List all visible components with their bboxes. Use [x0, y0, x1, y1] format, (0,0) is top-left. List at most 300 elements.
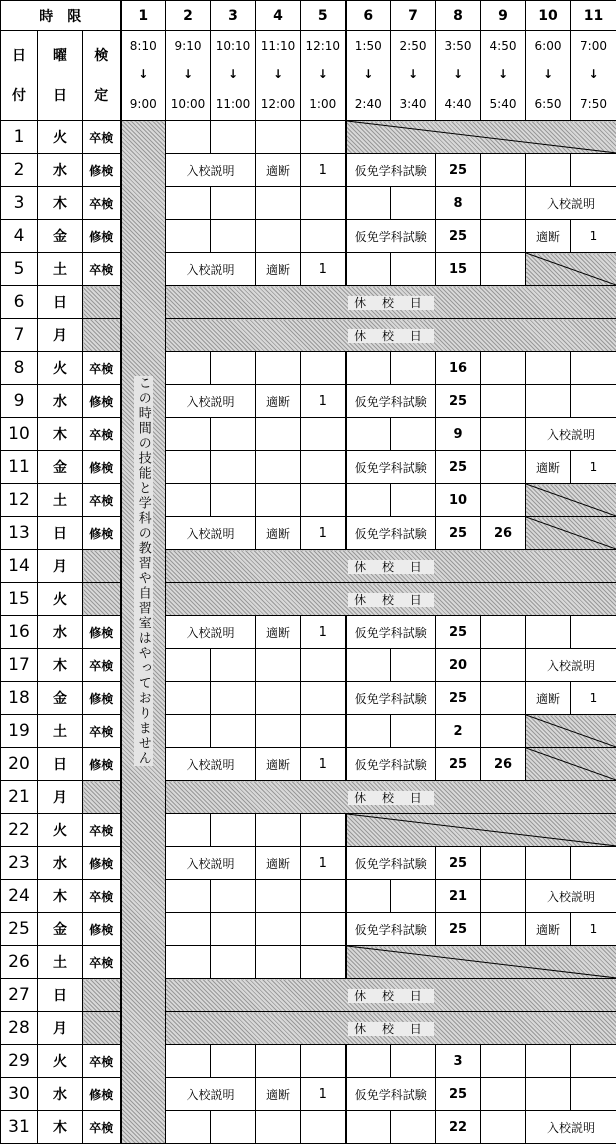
aptitude-cell: 適断: [256, 748, 301, 781]
weekday: 日: [38, 286, 83, 319]
day-number: 11: [1, 451, 38, 484]
empty-cell: [346, 484, 391, 517]
exam-type: 卒検: [83, 946, 121, 979]
count-cell: 1: [301, 154, 346, 187]
empty-cell: [256, 187, 301, 220]
exam-cell: 仮免学科試験: [346, 748, 436, 781]
empty-cell: [166, 814, 211, 847]
period-number: 7: [391, 1, 436, 31]
empty-cell: [256, 451, 301, 484]
count-cell: 20: [436, 649, 481, 682]
exam-cell: 仮免学科試験: [346, 154, 436, 187]
weekday: 水: [38, 1078, 83, 1111]
empty-cell: [301, 880, 346, 913]
period-time: [436, 31, 481, 121]
empty-cell: [571, 154, 616, 187]
exam-cell: 仮免学科試験: [346, 517, 436, 550]
blocked-cell: [346, 814, 616, 847]
count-cell: 15: [436, 253, 481, 286]
blocked-cell: [346, 121, 616, 154]
count-cell: [481, 682, 526, 715]
exam-type: [83, 319, 121, 352]
holiday-label: 休 校 日: [348, 593, 434, 607]
blocked-cell: [526, 484, 616, 517]
weekday: 月: [38, 550, 83, 583]
day-row: [1, 187, 616, 220]
day-row: [1, 583, 616, 616]
count-cell: 1: [571, 913, 616, 946]
weekday-header: [38, 31, 83, 121]
count-cell: 1: [301, 1078, 346, 1111]
weekday: 木: [38, 1111, 83, 1144]
day-row: [1, 352, 616, 385]
aptitude-cell: 適断: [256, 385, 301, 418]
empty-cell: [211, 1045, 256, 1078]
holiday-cell: [166, 550, 616, 583]
aptitude-cell: 適断: [526, 451, 571, 484]
count-cell: 25: [436, 154, 481, 187]
exam-type: 卒検: [83, 484, 121, 517]
empty-cell: [166, 913, 211, 946]
weekday: 水: [38, 154, 83, 187]
lecture-cell: 入校説明: [166, 385, 256, 418]
start-time: 4:50: [481, 33, 525, 59]
empty-cell: [256, 682, 301, 715]
exam-type: 修検: [83, 1078, 121, 1111]
diagonal-line: [347, 814, 616, 846]
empty-cell: [256, 352, 301, 385]
day-number: 3: [1, 187, 38, 220]
arrow-icon: ↓: [347, 59, 391, 89]
period-number: 10: [526, 1, 571, 31]
day-number: 31: [1, 1111, 38, 1144]
exam-cell: 仮免学科試験: [346, 451, 436, 484]
lecture-cell: 入校説明: [166, 253, 256, 286]
empty-cell: [301, 913, 346, 946]
exam-type: 修検: [83, 913, 121, 946]
empty-cell: [211, 946, 256, 979]
empty-cell: [346, 187, 391, 220]
weekday-header-line1: 曜: [53, 48, 67, 64]
start-time: 2:50: [391, 33, 435, 59]
lecture-cell: 入校説明: [526, 880, 616, 913]
exam-type: [83, 583, 121, 616]
end-time: 3:40: [391, 89, 435, 119]
day-number: 16: [1, 616, 38, 649]
empty-cell: [256, 880, 301, 913]
aptitude-cell: 適断: [256, 1078, 301, 1111]
count-cell: 22: [436, 1111, 481, 1144]
diagonal-line: [526, 517, 616, 549]
day-number: 28: [1, 1012, 38, 1045]
holiday-cell: [166, 319, 616, 352]
day-row: [1, 121, 616, 154]
day-row: [1, 616, 616, 649]
count-cell: [481, 418, 526, 451]
day-number: 25: [1, 913, 38, 946]
empty-cell: [301, 715, 346, 748]
date-header-line2: 付: [12, 88, 26, 104]
exam-type: 卒検: [83, 1111, 121, 1144]
exam-cell: 仮免学科試験: [346, 385, 436, 418]
count-cell: 1: [301, 847, 346, 880]
empty-cell: [211, 484, 256, 517]
count-cell: 25: [436, 682, 481, 715]
weekday: 月: [38, 781, 83, 814]
weekday: 土: [38, 484, 83, 517]
empty-cell: [391, 187, 436, 220]
count-cell: 1: [571, 451, 616, 484]
day-number: 18: [1, 682, 38, 715]
day-number: 17: [1, 649, 38, 682]
weekday: 火: [38, 814, 83, 847]
empty-cell: [256, 715, 301, 748]
arrow-icon: ↓: [571, 59, 616, 89]
weekday: 土: [38, 946, 83, 979]
weekday: 金: [38, 682, 83, 715]
empty-cell: [346, 418, 391, 451]
exam-type: 卒検: [83, 814, 121, 847]
arrow-icon: ↓: [481, 59, 525, 89]
day-row: [1, 814, 616, 847]
day-row: [1, 517, 616, 550]
weekday: 土: [38, 715, 83, 748]
count-cell: 26: [481, 517, 526, 550]
weekday: 金: [38, 451, 83, 484]
blocked-cell: [526, 715, 616, 748]
holiday-cell: [166, 781, 616, 814]
day-number: 20: [1, 748, 38, 781]
period-time: [166, 31, 211, 121]
holiday-cell: [166, 979, 616, 1012]
weekday: 水: [38, 385, 83, 418]
weekday: 火: [38, 583, 83, 616]
empty-cell: [391, 418, 436, 451]
exam-type: 卒検: [83, 121, 121, 154]
day-row: [1, 1111, 616, 1144]
day-number: 7: [1, 319, 38, 352]
empty-cell: [301, 682, 346, 715]
blocked-cell: [526, 748, 616, 781]
day-number: 15: [1, 583, 38, 616]
period-header: 時 限: [1, 1, 121, 31]
empty-cell: [526, 1045, 571, 1078]
empty-cell: [301, 1045, 346, 1078]
date-header: [1, 31, 38, 121]
exam-header-line1: 検: [94, 48, 108, 64]
exam-type: 卒検: [83, 418, 121, 451]
period-time: [256, 31, 301, 121]
exam-type: 修検: [83, 385, 121, 418]
empty-cell: [211, 880, 256, 913]
weekday: 木: [38, 418, 83, 451]
start-time: 6:00: [526, 33, 570, 59]
exam-type: 卒検: [83, 1045, 121, 1078]
empty-cell: [526, 352, 571, 385]
count-cell: 1: [301, 616, 346, 649]
period-number: 11: [571, 1, 616, 31]
empty-cell: [301, 1111, 346, 1144]
empty-cell: [301, 451, 346, 484]
period-number: 2: [166, 1, 211, 31]
arrow-icon: ↓: [211, 59, 255, 89]
exam-type: 卒検: [83, 880, 121, 913]
count-cell: [481, 1078, 526, 1111]
day-number: 27: [1, 979, 38, 1012]
count-cell: 1: [301, 748, 346, 781]
weekday: 土: [38, 253, 83, 286]
weekday: 日: [38, 517, 83, 550]
day-row: [1, 946, 616, 979]
empty-cell: [346, 649, 391, 682]
day-number: 24: [1, 880, 38, 913]
exam-cell: 仮免学科試験: [346, 616, 436, 649]
day-row: [1, 253, 616, 286]
empty-cell: [346, 253, 391, 286]
count-cell: [481, 616, 526, 649]
end-time: 1:00: [301, 89, 345, 119]
day-row: [1, 649, 616, 682]
count-cell: 10: [436, 484, 481, 517]
exam-cell: 仮免学科試験: [346, 913, 436, 946]
day-number: 19: [1, 715, 38, 748]
day-row: [1, 715, 616, 748]
lecture-cell: 入校説明: [166, 154, 256, 187]
day-row: [1, 880, 616, 913]
end-time: 9:00: [122, 89, 166, 119]
exam-type: [83, 979, 121, 1012]
empty-cell: [346, 352, 391, 385]
count-cell: 1: [301, 253, 346, 286]
date-header-line1: 日: [12, 48, 26, 64]
count-cell: [481, 1045, 526, 1078]
day-row: [1, 748, 616, 781]
count-cell: [481, 253, 526, 286]
empty-cell: [391, 484, 436, 517]
empty-cell: [256, 484, 301, 517]
exam-type: 修検: [83, 220, 121, 253]
start-time: 3:50: [436, 33, 480, 59]
day-row: [1, 682, 616, 715]
holiday-label: 休 校 日: [348, 791, 434, 805]
arrow-icon: ↓: [391, 59, 435, 89]
count-cell: 1: [571, 220, 616, 253]
day-number: 14: [1, 550, 38, 583]
exam-type: 修検: [83, 682, 121, 715]
exam-header: [83, 31, 121, 121]
exam-type: [83, 781, 121, 814]
count-cell: [481, 187, 526, 220]
day-number: 13: [1, 517, 38, 550]
day-row: [1, 781, 616, 814]
day-row: [1, 913, 616, 946]
period-time: [346, 31, 391, 121]
count-cell: 25: [436, 913, 481, 946]
diagonal-line: [526, 715, 616, 747]
day-number: 29: [1, 1045, 38, 1078]
empty-cell: [211, 814, 256, 847]
weekday: 金: [38, 913, 83, 946]
empty-cell: [211, 913, 256, 946]
empty-cell: [256, 220, 301, 253]
count-cell: 1: [301, 517, 346, 550]
aptitude-cell: 適断: [256, 253, 301, 286]
count-cell: 25: [436, 517, 481, 550]
count-cell: [481, 847, 526, 880]
count-cell: [481, 1111, 526, 1144]
empty-cell: [526, 847, 571, 880]
count-cell: [481, 880, 526, 913]
aptitude-cell: 適断: [256, 154, 301, 187]
weekday: 日: [38, 748, 83, 781]
day-number: 23: [1, 847, 38, 880]
end-time: 5:40: [481, 89, 525, 119]
weekday: 月: [38, 319, 83, 352]
day-number: 21: [1, 781, 38, 814]
count-cell: [481, 484, 526, 517]
arrow-icon: ↓: [122, 59, 166, 89]
arrow-icon: ↓: [436, 59, 480, 89]
empty-cell: [256, 1045, 301, 1078]
empty-cell: [211, 682, 256, 715]
start-time: 8:10: [122, 33, 166, 59]
day-row: [1, 451, 616, 484]
end-time: 2:40: [347, 89, 391, 119]
day-number: 12: [1, 484, 38, 517]
count-cell: [481, 913, 526, 946]
period-time: [301, 31, 346, 121]
empty-cell: [571, 616, 616, 649]
weekday: 木: [38, 649, 83, 682]
diagonal-line: [347, 121, 616, 153]
aptitude-cell: 適断: [526, 913, 571, 946]
empty-cell: [211, 187, 256, 220]
empty-cell: [526, 1078, 571, 1111]
exam-type: 修検: [83, 154, 121, 187]
weekday: 火: [38, 1045, 83, 1078]
empty-cell: [166, 880, 211, 913]
empty-cell: [256, 913, 301, 946]
blocked-cell: [346, 946, 616, 979]
aptitude-cell: 適断: [526, 682, 571, 715]
lecture-cell: 入校説明: [166, 748, 256, 781]
day-row: [1, 418, 616, 451]
lecture-cell: 入校説明: [526, 418, 616, 451]
holiday-cell: [166, 583, 616, 616]
empty-cell: [166, 715, 211, 748]
empty-cell: [211, 649, 256, 682]
empty-cell: [526, 154, 571, 187]
diagonal-line: [526, 253, 616, 285]
weekday: 水: [38, 616, 83, 649]
count-cell: [481, 220, 526, 253]
day-row: [1, 385, 616, 418]
arrow-icon: ↓: [301, 59, 345, 89]
time-row: [1, 31, 616, 121]
empty-cell: [256, 946, 301, 979]
count-cell: 9: [436, 418, 481, 451]
exam-type: [83, 1012, 121, 1045]
count-cell: 25: [436, 220, 481, 253]
empty-cell: [211, 418, 256, 451]
day-row: [1, 286, 616, 319]
exam-type: [83, 286, 121, 319]
diagonal-line: [347, 946, 616, 978]
day-row: [1, 1078, 616, 1111]
count-cell: 8: [436, 187, 481, 220]
aptitude-cell: 適断: [526, 220, 571, 253]
aptitude-cell: 適断: [256, 517, 301, 550]
empty-cell: [526, 616, 571, 649]
end-time: 6:50: [526, 89, 570, 119]
empty-cell: [211, 1111, 256, 1144]
exam-type: 卒検: [83, 352, 121, 385]
exam-type: 卒検: [83, 187, 121, 220]
empty-cell: [166, 1111, 211, 1144]
day-row: [1, 154, 616, 187]
empty-cell: [346, 1045, 391, 1078]
diagonal-line: [526, 748, 616, 780]
exam-type: 修検: [83, 517, 121, 550]
weekday-header-line2: 日: [53, 88, 67, 104]
empty-cell: [571, 847, 616, 880]
count-cell: 1: [571, 682, 616, 715]
period-time: [571, 31, 616, 121]
exam-type: 修検: [83, 616, 121, 649]
day-row: [1, 847, 616, 880]
count-cell: [481, 649, 526, 682]
day-number: 8: [1, 352, 38, 385]
exam-type: 卒検: [83, 253, 121, 286]
count-cell: [481, 352, 526, 385]
empty-cell: [526, 385, 571, 418]
exam-type: 修検: [83, 451, 121, 484]
empty-cell: [391, 715, 436, 748]
empty-cell: [166, 220, 211, 253]
empty-cell: [211, 220, 256, 253]
empty-cell: [256, 814, 301, 847]
period-number: 8: [436, 1, 481, 31]
empty-cell: [166, 946, 211, 979]
count-cell: 1: [301, 385, 346, 418]
lecture-cell: 入校説明: [166, 847, 256, 880]
empty-cell: [301, 418, 346, 451]
empty-cell: [571, 1078, 616, 1111]
empty-cell: [301, 220, 346, 253]
empty-cell: [571, 385, 616, 418]
aptitude-cell: 適断: [256, 847, 301, 880]
day-row: [1, 550, 616, 583]
arrow-icon: ↓: [166, 59, 210, 89]
weekday: 金: [38, 220, 83, 253]
count-cell: 25: [436, 1078, 481, 1111]
period-number: 1: [121, 1, 166, 31]
empty-cell: [571, 352, 616, 385]
empty-cell: [391, 880, 436, 913]
lecture-cell: 入校説明: [526, 649, 616, 682]
count-cell: 2: [436, 715, 481, 748]
empty-cell: [166, 484, 211, 517]
holiday-label: 休 校 日: [348, 296, 434, 310]
day-row: [1, 979, 616, 1012]
day-number: 4: [1, 220, 38, 253]
weekday: 木: [38, 880, 83, 913]
exam-type: 卒検: [83, 649, 121, 682]
empty-cell: [346, 880, 391, 913]
period-time: [121, 31, 166, 121]
start-time: 7:00: [571, 33, 616, 59]
arrow-icon: ↓: [526, 59, 570, 89]
